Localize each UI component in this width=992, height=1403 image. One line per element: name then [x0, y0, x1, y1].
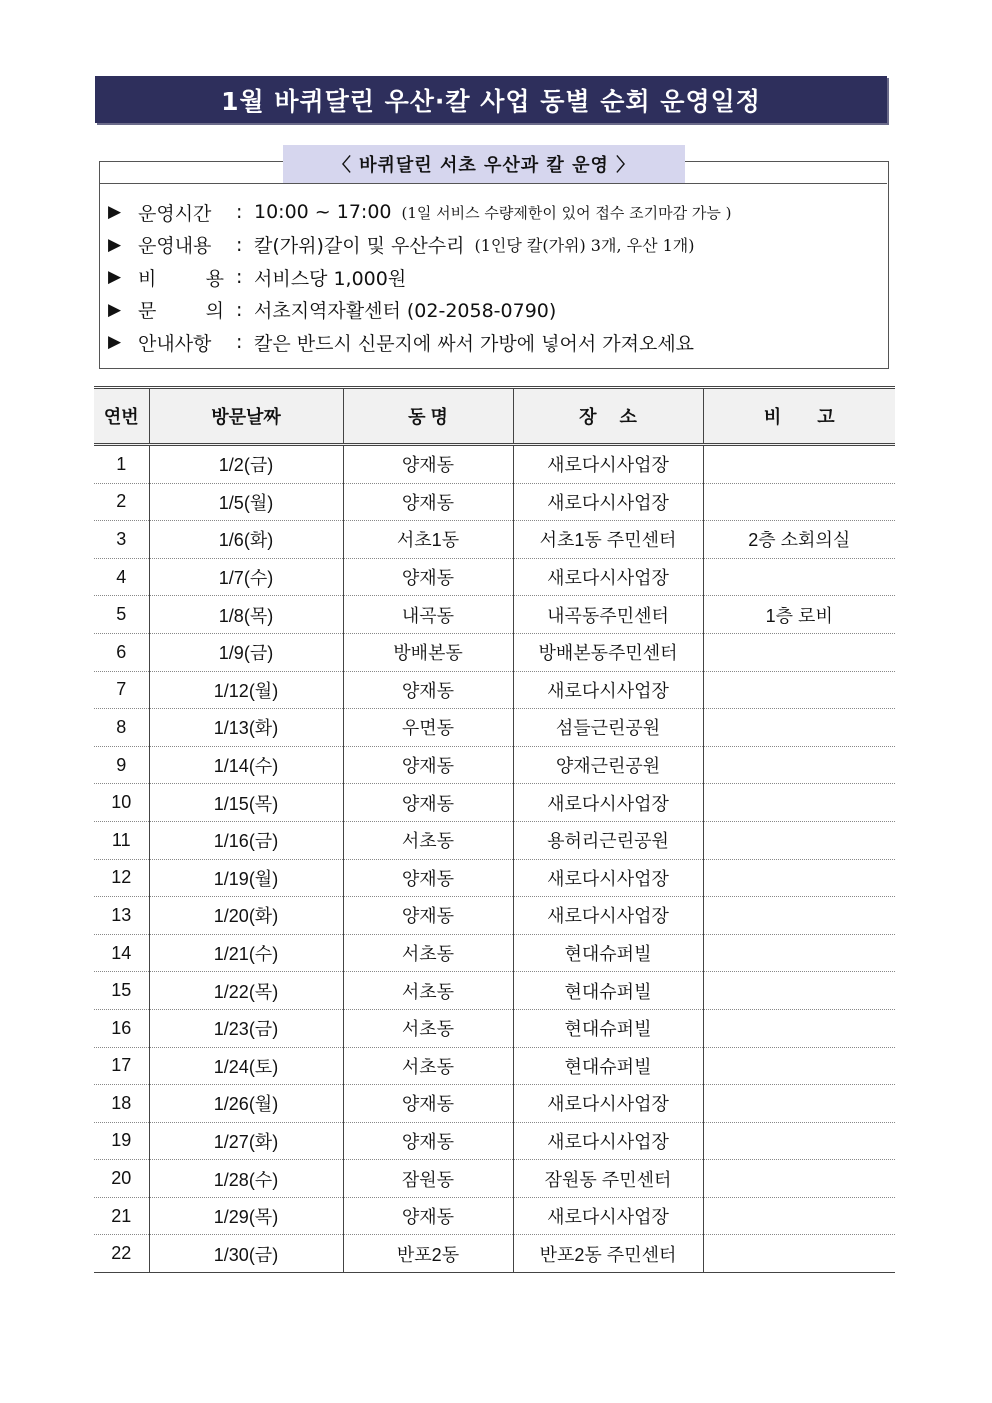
cell-date: 1/29(목) [149, 1197, 343, 1235]
cell-place: 양재근린공원 [513, 746, 703, 784]
cell-place: 서초1동 주민센터 [513, 521, 703, 559]
cell-place: 새로다시사업장 [513, 483, 703, 521]
cell-number: 12 [94, 859, 149, 897]
page-title: 1월 바퀴달린 우산·칼 사업 동별 순회 운영일정 [95, 76, 887, 123]
cell-date: 1/12(월) [149, 671, 343, 709]
cell-remarks [703, 633, 895, 671]
cell-place: 새로다시사업장 [513, 558, 703, 596]
table-row [94, 972, 895, 1010]
info-label-part: 문 [138, 300, 157, 323]
cell-remarks [703, 1009, 895, 1047]
cell-remarks: 2층 소회의실 [703, 521, 895, 559]
cell-district: 서초동 [343, 1009, 513, 1047]
table-row [94, 596, 895, 634]
cell-place: 새로다시사업장 [513, 1122, 703, 1160]
cell-number: 4 [94, 558, 149, 596]
info-value: 서비스당 1,000원 [254, 267, 407, 290]
info-heading: 〈 바퀴달린 서초 우산과 칼 운영 〉 [283, 145, 685, 183]
cell-district: 양재동 [343, 897, 513, 935]
cell-date: 1/13(화) [149, 709, 343, 747]
cell-district: 양재동 [343, 483, 513, 521]
cell-number: 22 [94, 1235, 149, 1273]
cell-place: 방배본동주민센터 [513, 633, 703, 671]
triangle-bullet-icon: ▶ [108, 234, 122, 255]
colon: : [236, 298, 243, 321]
table-row [94, 1197, 895, 1235]
cell-district: 반포2동 [343, 1235, 513, 1273]
cell-remarks [703, 483, 895, 521]
info-label: 안내사항 [138, 332, 212, 355]
cell-number: 11 [94, 821, 149, 859]
info-label-part: 비 [138, 267, 157, 290]
cell-remarks [703, 934, 895, 972]
table-row [94, 1009, 895, 1047]
cell-date: 1/7(수) [149, 558, 343, 596]
cell-number: 7 [94, 671, 149, 709]
cell-remarks [703, 1160, 895, 1198]
cell-district: 서초1동 [343, 521, 513, 559]
cell-number: 20 [94, 1160, 149, 1198]
colon: : [236, 331, 243, 354]
colon: : [236, 201, 243, 224]
cell-remarks [703, 1047, 895, 1085]
cell-remarks [703, 1197, 895, 1235]
cell-number: 2 [94, 483, 149, 521]
cell-district: 양재동 [343, 558, 513, 596]
cell-number: 18 [94, 1085, 149, 1123]
cell-number: 10 [94, 784, 149, 822]
cell-date: 1/21(수) [149, 934, 343, 972]
cell-district: 서초동 [343, 934, 513, 972]
table-row [94, 821, 895, 859]
column-header-district: 동 명 [343, 388, 513, 445]
info-label-part: 의 [205, 300, 224, 323]
table-row [94, 671, 895, 709]
cell-place: 새로다시사업장 [513, 445, 703, 484]
cell-remarks [703, 1235, 895, 1273]
table-row [94, 558, 895, 596]
cell-date: 1/20(화) [149, 897, 343, 935]
cell-place: 현대슈퍼빌 [513, 1009, 703, 1047]
cell-district: 양재동 [343, 1122, 513, 1160]
column-header-date: 방문날짜 [149, 388, 343, 445]
cell-date: 1/14(수) [149, 746, 343, 784]
triangle-bullet-icon: ▶ [108, 332, 122, 353]
cell-date: 1/27(화) [149, 1122, 343, 1160]
info-divider [99, 183, 887, 184]
cell-date: 1/5(월) [149, 483, 343, 521]
cell-place: 새로다시사업장 [513, 859, 703, 897]
cell-place: 새로다시사업장 [513, 1085, 703, 1123]
cell-remarks [703, 1122, 895, 1160]
cell-number: 19 [94, 1122, 149, 1160]
cell-district: 양재동 [343, 445, 513, 484]
cell-date: 1/6(화) [149, 521, 343, 559]
triangle-bullet-icon: ▶ [108, 299, 122, 320]
table-row [94, 784, 895, 822]
cell-date: 1/8(목) [149, 596, 343, 634]
cell-place: 새로다시사업장 [513, 1197, 703, 1235]
colon: : [236, 266, 243, 289]
info-note: (1인당 칼(가위) 3개, 우산 1개) [474, 236, 695, 256]
cell-district: 우면동 [343, 709, 513, 747]
table-row [94, 1085, 895, 1123]
cell-number: 21 [94, 1197, 149, 1235]
cell-date: 1/22(목) [149, 972, 343, 1010]
info-note: (1일 서비스 수량제한이 있어 접수 조기마감 가능 ) [401, 203, 732, 222]
cell-district: 서초동 [343, 821, 513, 859]
cell-district: 방배본동 [343, 633, 513, 671]
cell-place: 잠원동 주민센터 [513, 1160, 703, 1198]
info-list [108, 196, 731, 359]
cell-district: 양재동 [343, 784, 513, 822]
triangle-bullet-icon: ▶ [108, 267, 122, 288]
cell-place: 내곡동주민센터 [513, 596, 703, 634]
cell-date: 1/2(금) [149, 445, 343, 484]
cell-remarks [703, 709, 895, 747]
cell-date: 1/28(수) [149, 1160, 343, 1198]
cell-date: 1/24(토) [149, 1047, 343, 1085]
info-label [138, 296, 224, 323]
cell-number: 3 [94, 521, 149, 559]
column-header-remarks: 비 고 [703, 388, 895, 445]
info-label-part: 용 [205, 267, 224, 290]
table-row [94, 521, 895, 559]
info-label [138, 264, 224, 291]
cell-place: 반포2동 주민센터 [513, 1235, 703, 1273]
schedule-table [94, 386, 895, 1273]
cell-number: 8 [94, 709, 149, 747]
cell-district: 서초동 [343, 1047, 513, 1085]
table-row [94, 445, 895, 484]
cell-number: 9 [94, 746, 149, 784]
info-value: 서초지역자활센터 (02-2058-0790) [254, 300, 557, 323]
cell-number: 17 [94, 1047, 149, 1085]
table-row [94, 746, 895, 784]
info-value: 칼(가위)갈이 및 우산수리 [254, 235, 465, 258]
cell-number: 14 [94, 934, 149, 972]
info-item-contact [108, 294, 731, 327]
cell-place: 용허리근린공원 [513, 821, 703, 859]
cell-place: 현대슈퍼빌 [513, 1047, 703, 1085]
info-value: 10:00 ~ 17:00 [254, 201, 392, 224]
info-item-fee [108, 261, 731, 294]
colon: : [236, 233, 243, 256]
cell-number: 5 [94, 596, 149, 634]
table-row [94, 934, 895, 972]
table-row [94, 1160, 895, 1198]
cell-place: 섬들근린공원 [513, 709, 703, 747]
info-item-content [108, 229, 731, 262]
cell-district: 양재동 [343, 859, 513, 897]
table-row [94, 897, 895, 935]
info-label: 운영시간 [138, 202, 212, 225]
info-item-hours [108, 196, 731, 229]
cell-date: 1/30(금) [149, 1235, 343, 1273]
cell-remarks [703, 821, 895, 859]
info-label: 운영내용 [138, 235, 212, 258]
cell-place: 새로다시사업장 [513, 671, 703, 709]
cell-remarks [703, 558, 895, 596]
cell-place: 새로다시사업장 [513, 897, 703, 935]
cell-district: 내곡동 [343, 596, 513, 634]
cell-place: 새로다시사업장 [513, 784, 703, 822]
table-row [94, 633, 895, 671]
cell-remarks: 1층 로비 [703, 596, 895, 634]
cell-number: 13 [94, 897, 149, 935]
table-row [94, 483, 895, 521]
table-row [94, 1235, 895, 1273]
cell-remarks [703, 671, 895, 709]
cell-remarks [703, 746, 895, 784]
cell-date: 1/23(금) [149, 1009, 343, 1047]
triangle-bullet-icon: ▶ [108, 202, 122, 223]
cell-number: 15 [94, 972, 149, 1010]
cell-district: 잠원동 [343, 1160, 513, 1198]
cell-date: 1/19(월) [149, 859, 343, 897]
table-row [94, 1047, 895, 1085]
cell-district: 양재동 [343, 1085, 513, 1123]
cell-number: 1 [94, 445, 149, 484]
table-row [94, 709, 895, 747]
info-value: 칼은 반드시 신문지에 싸서 가방에 넣어서 가져오세요 [254, 332, 695, 355]
cell-district: 양재동 [343, 1197, 513, 1235]
cell-number: 16 [94, 1009, 149, 1047]
cell-district: 양재동 [343, 671, 513, 709]
schedule-body [94, 445, 895, 1273]
cell-date: 1/9(금) [149, 633, 343, 671]
cell-district: 양재동 [343, 746, 513, 784]
cell-remarks [703, 859, 895, 897]
cell-remarks [703, 972, 895, 1010]
table-row [94, 1122, 895, 1160]
table-header-row [94, 388, 895, 445]
cell-district: 서초동 [343, 972, 513, 1010]
cell-place: 현대슈퍼빌 [513, 934, 703, 972]
cell-remarks [703, 897, 895, 935]
cell-place: 현대슈퍼빌 [513, 972, 703, 1010]
cell-remarks [703, 784, 895, 822]
cell-remarks [703, 445, 895, 484]
cell-remarks [703, 1085, 895, 1123]
column-header-place: 장 소 [513, 388, 703, 445]
cell-date: 1/26(월) [149, 1085, 343, 1123]
cell-date: 1/16(금) [149, 821, 343, 859]
info-item-notice [108, 326, 731, 359]
cell-number: 6 [94, 633, 149, 671]
column-header-number: 연번 [94, 388, 149, 445]
table-row [94, 859, 895, 897]
cell-date: 1/15(목) [149, 784, 343, 822]
